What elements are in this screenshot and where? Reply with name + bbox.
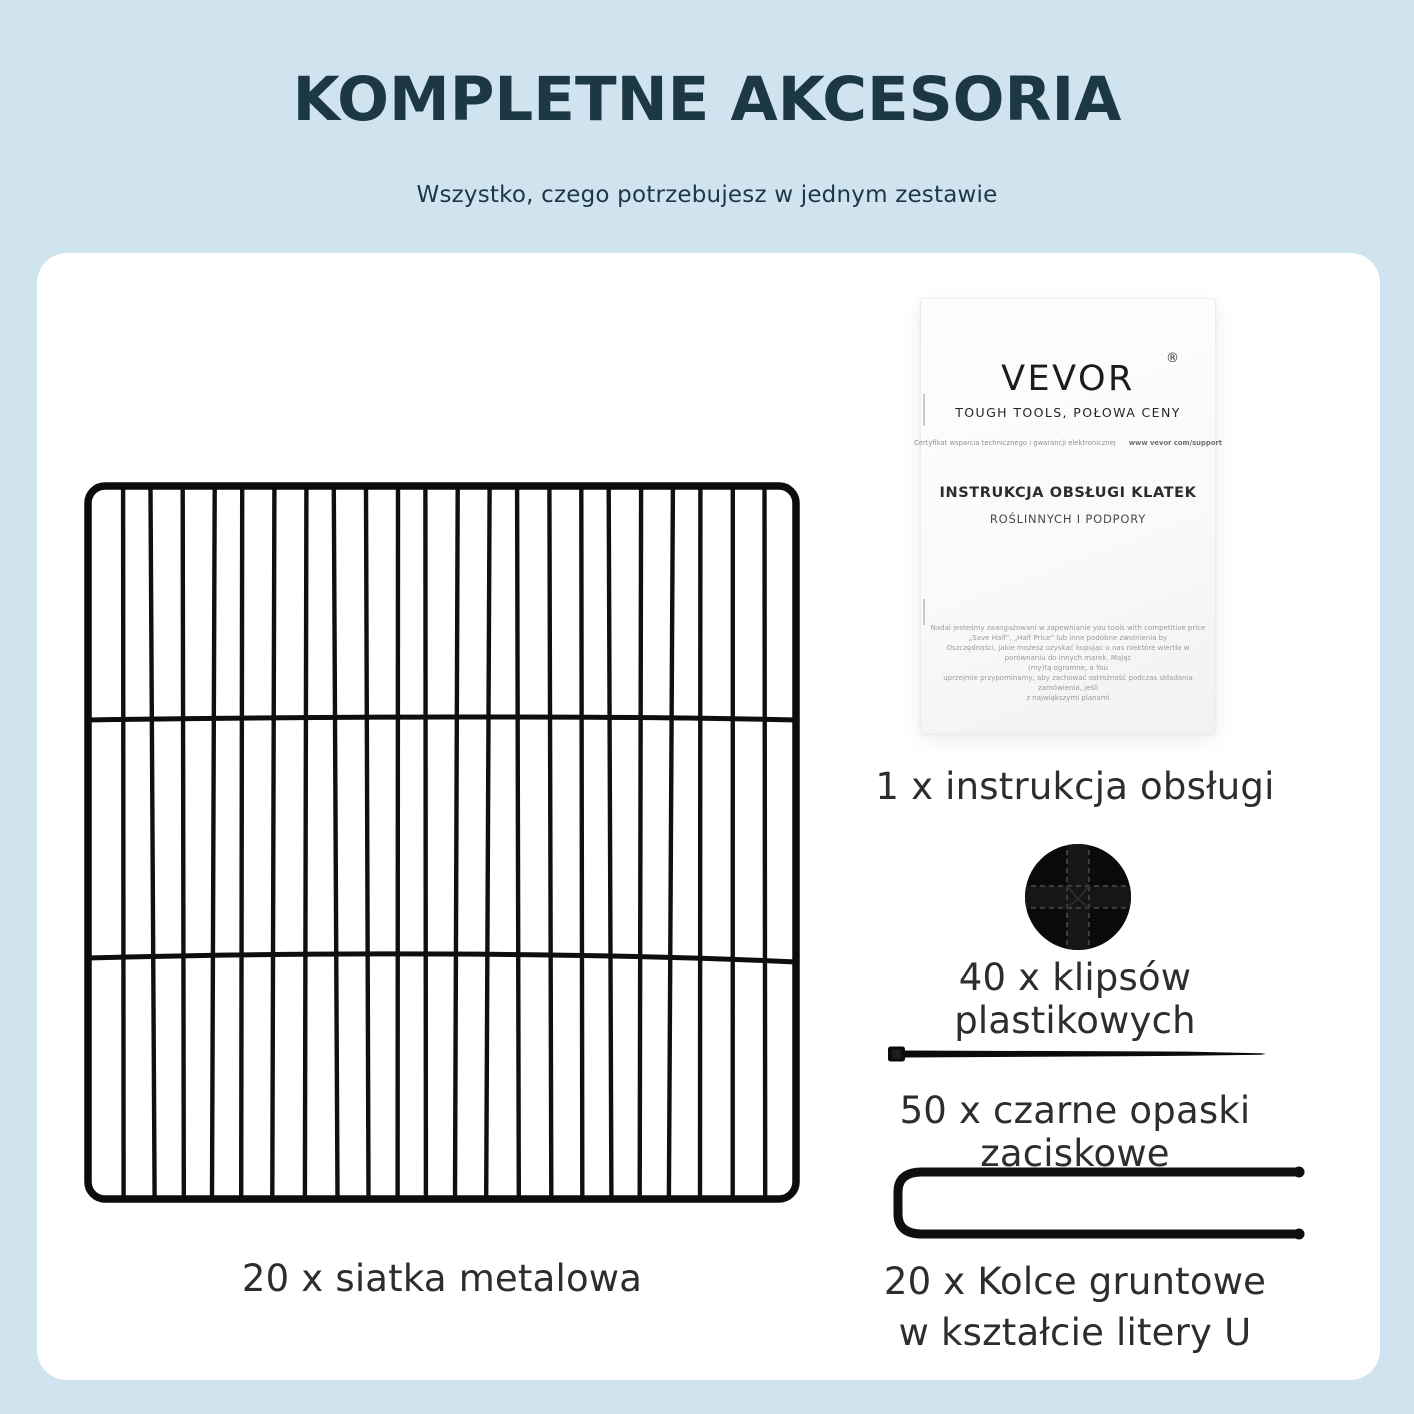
ground-stakes-label-line1: 20 x Kolce gruntowe — [883, 1260, 1267, 1303]
metal-grid-svg — [83, 481, 801, 1205]
manual-label: 1 x instrukcja obsługi — [875, 765, 1275, 808]
fineprint-line: Nadal jesteśmy zaangażowani w zapewnianie you tools with competitive price — [930, 624, 1206, 632]
booklet-fineprint — [930, 623, 1206, 703]
cable-tie-image — [888, 1043, 1268, 1065]
booklet-doc-title-line1: INSTRUKCJA OBSŁUGI KLATEK — [939, 485, 1197, 501]
fineprint-line: „Save Half”, „Half Price” lub inne podobne zwolnienia by — [968, 634, 1168, 642]
manual-booklet — [914, 298, 1222, 734]
ground-stake-svg — [882, 1159, 1310, 1247]
cable-tie-svg — [888, 1043, 1268, 1065]
ground-stakes-label — [832, 1256, 1318, 1358]
plastic-clip-image — [1022, 841, 1134, 953]
booklet-registered-mark: ® — [1166, 351, 1179, 366]
booklet-tagline: TOUGH TOOLS, POŁOWA CENY — [955, 405, 1181, 420]
booklet-support-url: www vevor com/support — [1128, 439, 1222, 447]
fineprint-line: Oszczędności, jakie możesz uzyskać kupując u nas niektóre wiertła w porównaniu do innych marek. Mając — [946, 644, 1190, 662]
booklet-cert-text: Certyfikat wsparcia technicznego i gwarancji elektronicznej — [914, 439, 1116, 447]
booklet-doc-title-line2: ROŚLINNYCH I PODPORY — [989, 512, 1147, 526]
fineprint-line: uprzejmie przypominamy, aby zachować ostrożność podczas składania zamówienia, jeśli — [943, 674, 1193, 692]
metal-grid-image — [83, 481, 801, 1205]
plastic-clips-label: 40 x klipsów plastikowych — [954, 956, 1196, 1042]
ground-stakes-label-line2: w kształcie litery U — [898, 1311, 1252, 1354]
fineprint-line: z największymi planami — [1026, 694, 1110, 702]
booklet-brand: VEVOR — [1001, 359, 1135, 399]
booklet-cert-row — [914, 439, 1222, 447]
plastic-clip-svg — [1022, 841, 1134, 953]
booklet-spine-mark — [923, 599, 925, 625]
page-title: KOMPLETNE AKCESORIA — [292, 64, 1122, 135]
page-subtitle: Wszystko, czego potrzebujesz w jednym zestawie — [416, 182, 998, 208]
metal-grid-label: 20 x siatka metalowa — [241, 1257, 643, 1300]
cable-ties-label: 50 x czarne opaski zaciskowe — [899, 1089, 1251, 1175]
content-card — [37, 253, 1380, 1380]
fineprint-line: (my)tą ogromne, a You — [1027, 664, 1108, 672]
ground-stake-image — [882, 1159, 1310, 1247]
